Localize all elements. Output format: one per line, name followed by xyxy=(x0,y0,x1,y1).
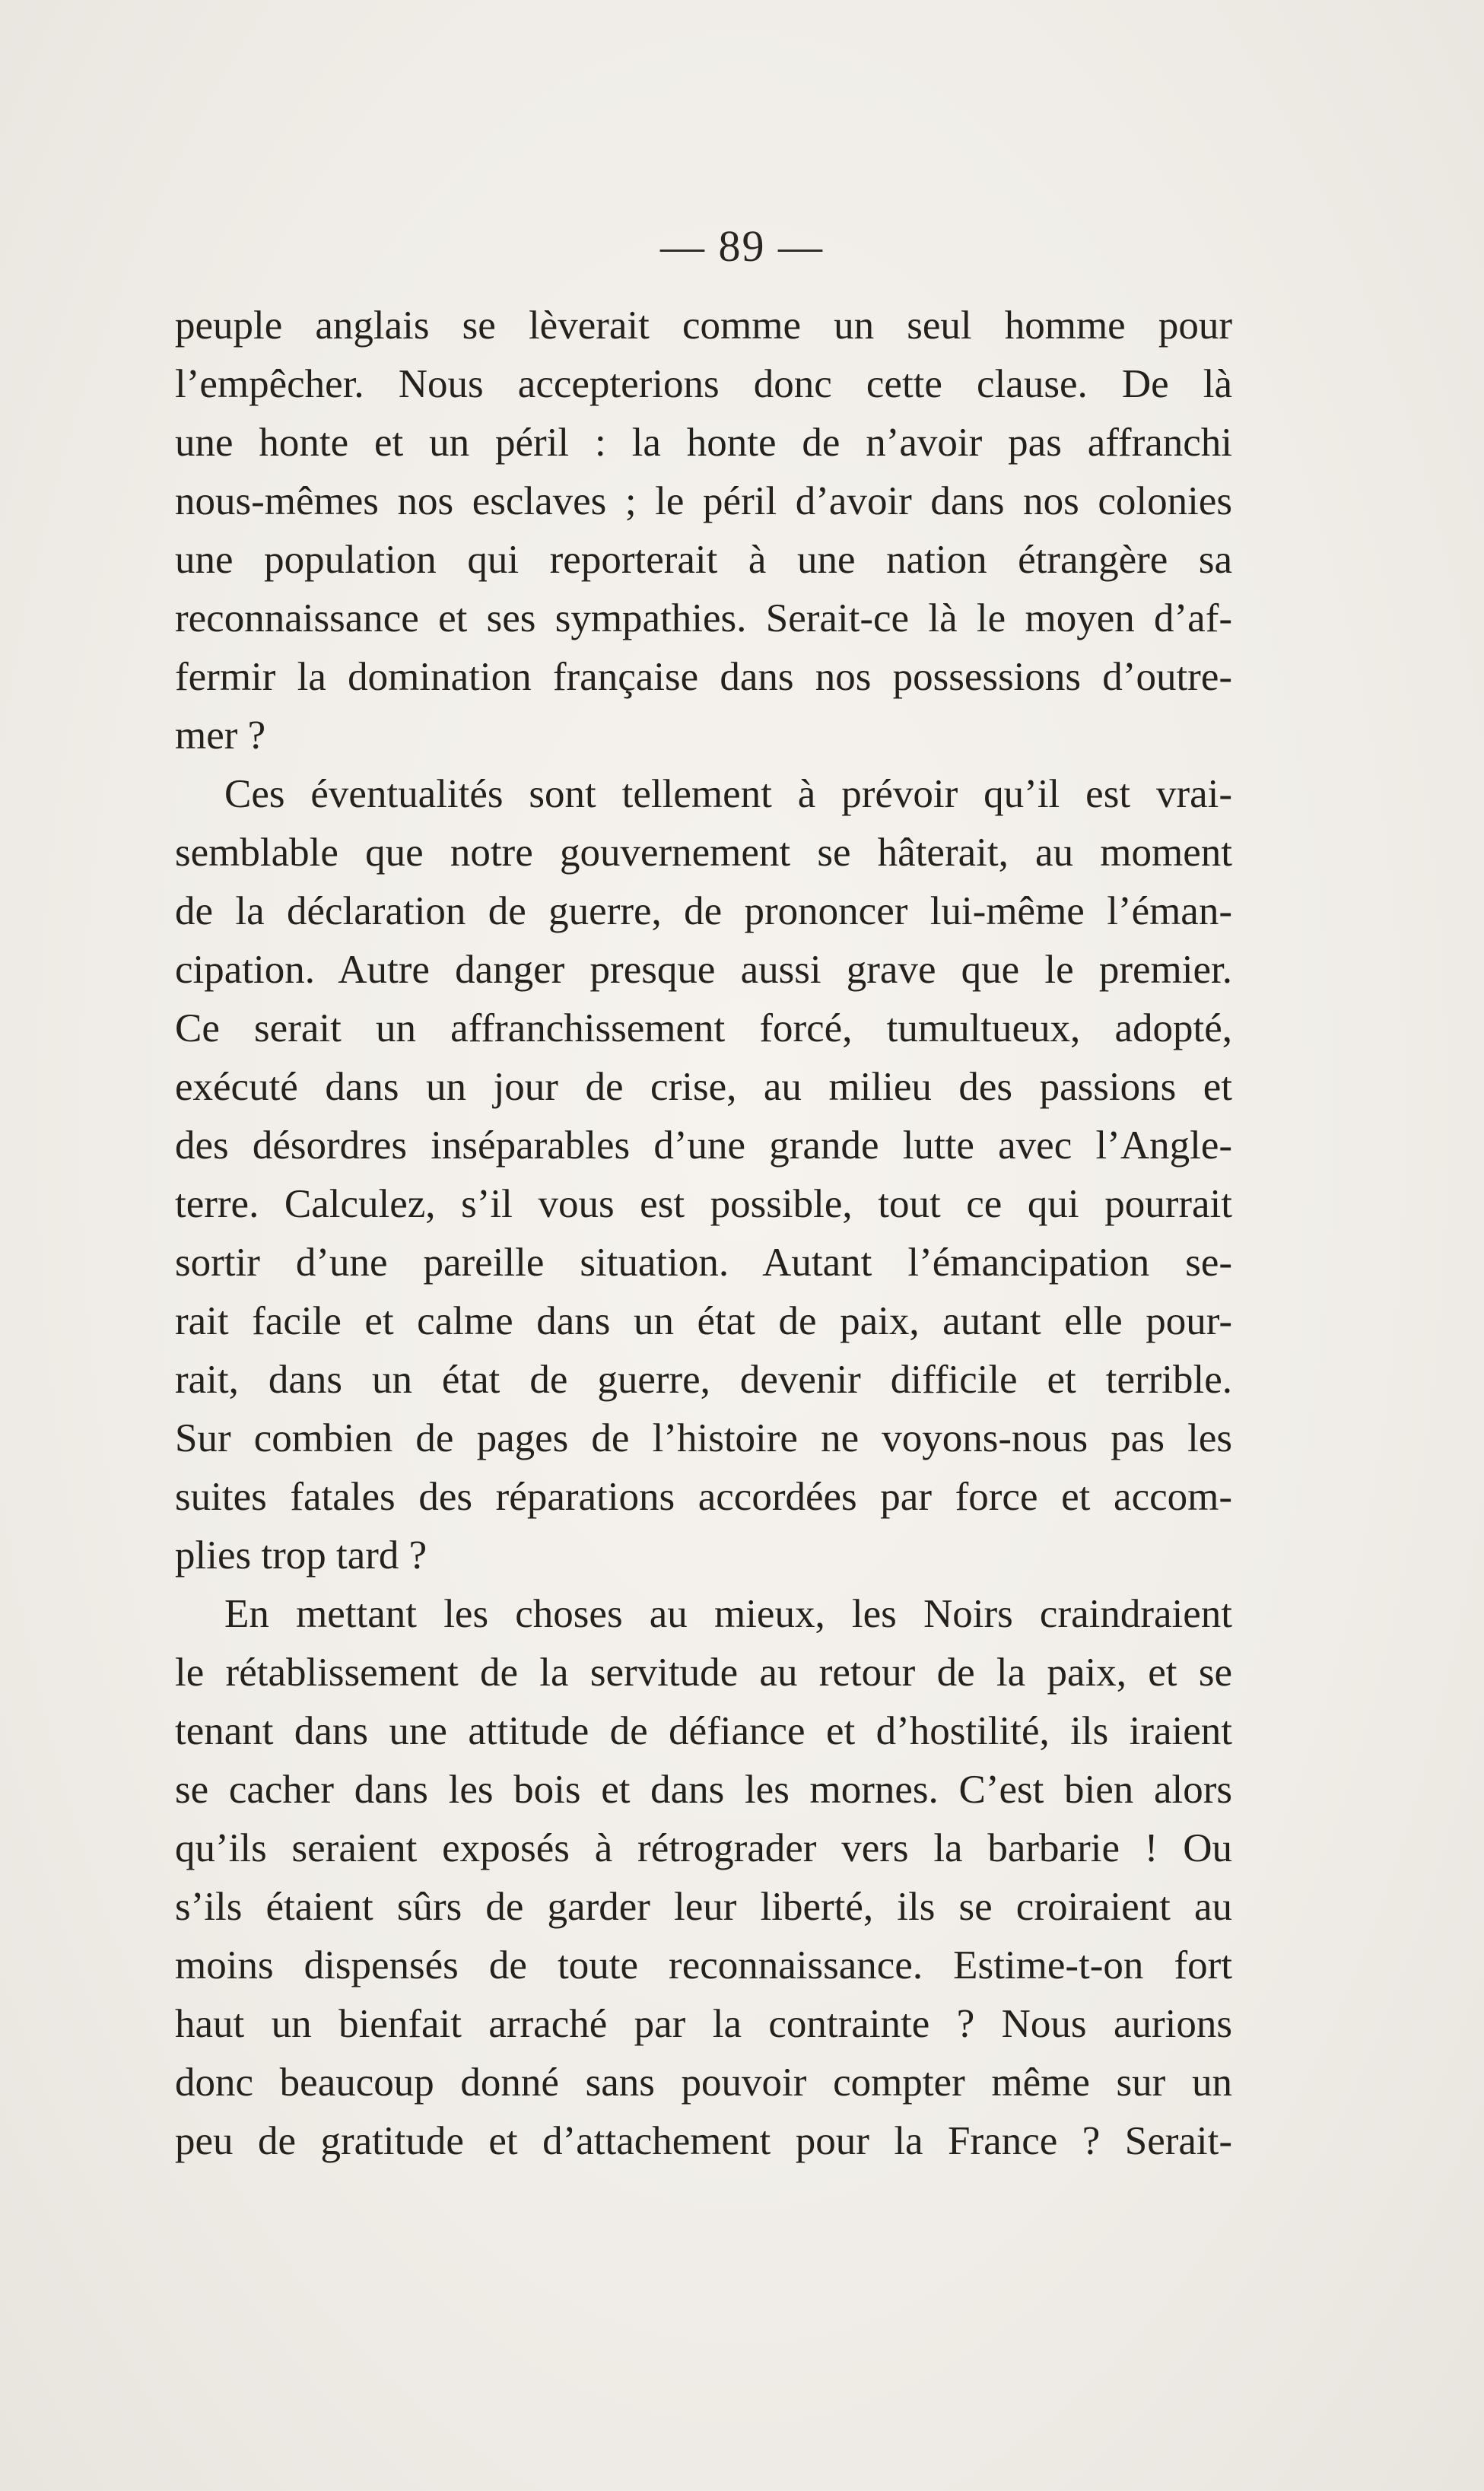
text-line: Ces éventualités sont tellement à prévoir qu’il est vrai- xyxy=(224,772,1232,816)
text-line: haut un bienfait arraché par la contrainte ? Nous aurions xyxy=(175,2002,1232,2046)
text-line: Ce serait un affranchissement forcé, tumultueux, adopté, xyxy=(175,1006,1232,1050)
text-line: peuple anglais se lèverait comme un seul homme pour xyxy=(175,303,1232,348)
text-line: qu’ils seraient exposés à rétrograder vers la barbarie ! Ou xyxy=(175,1826,1232,1870)
text-line: cipation. Autre danger presque aussi grave que le premier. xyxy=(175,948,1232,992)
text-line: nous-mêmes nos esclaves ; le péril d’avoir dans nos colonies xyxy=(175,479,1232,523)
text-line: rait facile et calme dans un état de paix, autant elle pour- xyxy=(175,1299,1232,1343)
text-line: suites fatales des réparations accordées par force et accom- xyxy=(175,1475,1232,1519)
text-line: reconnaissance et ses sympathies. Serait-ce là le moyen d’af- xyxy=(175,596,1232,640)
text-line: moins dispensés de toute reconnaissance. Estime-t-on fort xyxy=(175,1943,1232,1987)
text-line: une honte et un péril : la honte de n’avoir pas affranchi xyxy=(175,421,1232,465)
text-line: le rétablissement de la servitude au retour de la paix, et se xyxy=(175,1651,1232,1695)
text-line: s’ils étaient sûrs de garder leur liberté, ils se croiraient au xyxy=(175,1885,1232,1929)
text-line: tenant dans une attitude de défiance et d’hostilité, ils iraient xyxy=(175,1709,1232,1753)
text-line: une population qui reporterait à une nation étrangère sa xyxy=(175,538,1232,582)
text-line: En mettant les choses au mieux, les Noirs craindraient xyxy=(224,1592,1232,1636)
text-line: fermir la domination française dans nos possessions d’outre- xyxy=(175,655,1232,699)
text-line: de la déclaration de guerre, de prononcer lui-même l’éman- xyxy=(175,889,1232,933)
text-line: peu de gratitude et d’attachement pour la France ? Serait- xyxy=(175,2119,1232,2163)
text-line: mer ? xyxy=(175,713,266,758)
text-line: l’empêcher. Nous accepterions donc cette clause. De là xyxy=(175,362,1232,406)
text-line: sortir d’une pareille situation. Autant l’émancipation se- xyxy=(175,1241,1232,1285)
text-line: exécuté dans un jour de crise, au milieu des passions et xyxy=(175,1065,1232,1109)
text-line: rait, dans un état de guerre, devenir difficile et terrible. xyxy=(175,1358,1232,1402)
body-text xyxy=(175,297,1232,2171)
text-line: donc beaucoup donné sans pouvoir compter même sur un xyxy=(175,2060,1232,2105)
page-number: — 89 — xyxy=(660,221,824,271)
text-line: Sur combien de pages de l’histoire ne voyons-nous pas les xyxy=(175,1416,1232,1460)
text-line: terre. Calculez, s’il vous est possible, tout ce qui pourrait xyxy=(175,1182,1232,1226)
text-line: plies trop tard ? xyxy=(175,1533,427,1578)
text-line: se cacher dans les bois et dans les mornes. C’est bien alors xyxy=(175,1768,1232,1812)
text-line: des désordres inséparables d’une grande lutte avec l’Angle- xyxy=(175,1123,1232,1168)
text-line: semblable que notre gouvernement se hâterait, au moment xyxy=(175,831,1232,875)
